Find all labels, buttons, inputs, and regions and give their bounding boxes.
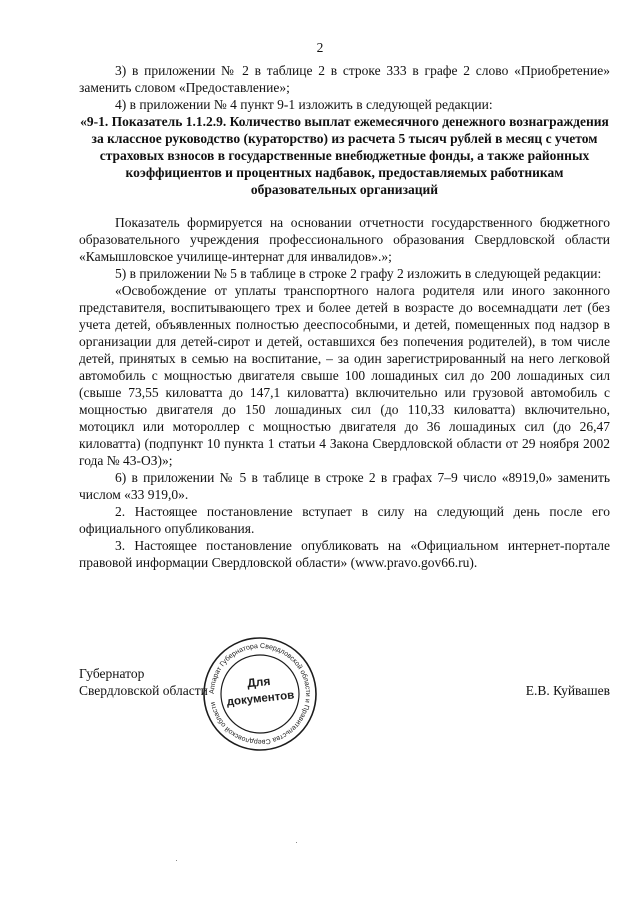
official-stamp [202, 636, 318, 752]
paragraph-clause-3: 3. Настоящее постановление опубликовать на «Официальном интернет-портале правовой информации Свердловской области» (www.pravo.gov66.ru). [79, 538, 610, 570]
stamp-ring-text: Аппарат Губернатора Свердловской области и Правительства Свердловской области [208, 642, 312, 746]
stamp-center-line1: Для [246, 673, 272, 691]
stamp-center-line2: документов [226, 689, 295, 709]
signatory-title-line2: Свердловской области [79, 683, 208, 698]
tax-exemption-text: «Освобождение от уплаты транспортного налога родителя или иного законного представителя, воспитывающего трех и более детей в возрасте до восемнадцати лет (без учета детей, объявленных полностью дееспособными, и детей, помещенных под надзор в организации для детей-сирот и детей, оставшихся без попечения родителей), в том числе детей, принятых в семью на воспитание, – за один зарегистрированный на него легковой автомобиль с мощностью двигателя свыше 100 лошадиных сил до 200 лошадиных сил (свыше 73,55 киловатта до 147,1 киловатта) включительно или грузовой автомобиль с мощностью двигателя до 150 лошадиных сил (до 110,33 киловатта) включительно, мотоцикл или мотороллер с мощностью двигателя до 36 лошадиных сил (до 26,47 киловатта) (подпункт 10 пункта 1 статьи 4 Закона Свердловской области от 29 ноября 2002 года № 43-ОЗ)»; [79, 283, 610, 468]
indicator-heading: «9-1. Показатель 1.1.2.9. Количество выплат ежемесячного денежного вознаграждения за классное руководство (кураторство) из расчета 5 тысяч рублей в месяц с учетом страховых взносов в государственные внебюджетные фонды, а также районных коэффициентов и процентных надбавок, предоставляемых работникам образовательных организаций [80, 114, 609, 197]
signatory-title-line1: Губернатор [79, 666, 145, 681]
paragraph-item-5: 5) в приложении № 5 в таблице в строке 2 графу 2 изложить в следующей редакции: [115, 266, 602, 281]
page-number: 2 [316, 40, 324, 55]
document-body [79, 62, 610, 571]
scan-speck [296, 842, 297, 843]
signatory-name: Е.В. Куйвашев [525, 683, 610, 698]
paragraph-item-3: 3) в приложении № 2 в таблице 2 в строке 333 в графе 2 слово «Приобретение» заменить словом «Предоставление»; [79, 63, 610, 95]
paragraph-item-4: 4) в приложении № 4 пункт 9-1 изложить в следующей редакции: [115, 97, 493, 112]
signatory-title [79, 665, 208, 699]
indicator-description: Показатель формируется на основании отчетности государственного бюджетного образовательного учреждения профессионального образования Свердловской области «Камышловское училище-интернат для инвалидов».»; [79, 215, 610, 264]
paragraph-clause-2: 2. Настоящее постановление вступает в силу на следующий день после его официального опубликования. [79, 504, 610, 536]
paragraph-item-6: 6) в приложении № 5 в таблице в строке 2 в графах 7–9 число «8919,0» заменить числом «33 919,0». [79, 470, 610, 502]
scan-speck [176, 860, 177, 861]
